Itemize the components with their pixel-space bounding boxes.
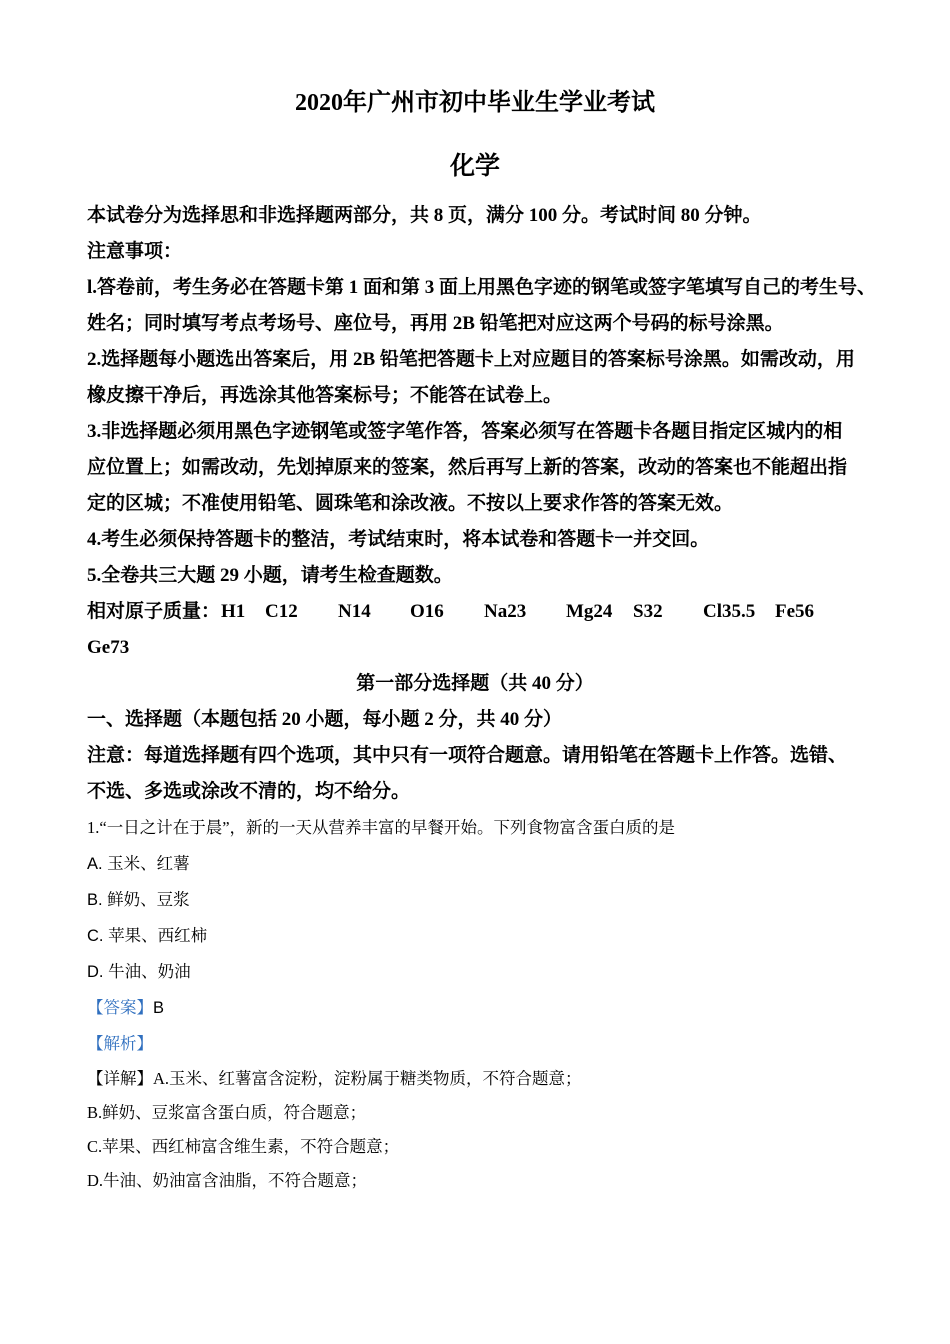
atomic-mass-item: N14 — [338, 601, 371, 622]
notice-item-3-line-3: 定的区城；不准使用铅笔、圆珠笔和涂改液。不按以上要求作答的答案无效。 — [87, 493, 734, 514]
subject-title: 化学 — [449, 153, 500, 180]
atomic-masses-label: 相对原子质量： — [87, 601, 221, 622]
atomic-mass-item: C12 — [265, 601, 298, 622]
atomic-mass-item: Mg24 — [566, 601, 613, 622]
atomic-mass-item-overflow: Ge73 — [87, 637, 130, 658]
question-stem: 1.“一日之计在于晨”，新的一天从营养丰富的早餐开始。下列食物富含蛋白质的是 — [87, 818, 676, 837]
explanation-label: 【详解】 — [87, 1069, 153, 1088]
answer-line — [87, 990, 937, 1026]
explanation-line: C.苹果、西红柿富含维生素，不符合题意； — [87, 1137, 400, 1156]
question-option-d: D. 牛油、奶油 — [87, 963, 191, 981]
section-note-line-1: 注意：每道选择题有四个选项，其中只有一项符合题意。请用铅笔在答题卡上作答。选错、 — [87, 745, 848, 766]
explanation-text: A.玉米、红薯富含淀粉，淀粉属于糖类物质，不符合题意； — [153, 1069, 582, 1088]
atomic-mass-item: O16 — [410, 601, 444, 622]
notice-item-3-line-1: 3.非选择题必须用黑色字迹钢笔或签字笔作答，答案必须写在答题卡各题目指定区城内的相 — [87, 421, 843, 442]
exam-intro: 本试卷分为选择思和非选择题两部分，共 8 页，满分 100 分。考试时间 80 分钟。 — [87, 205, 762, 226]
question-option-a: A. 玉米、红薯 — [87, 855, 190, 873]
section-note-line-2: 不选、多选或涂改不清的，均不给分。 — [87, 781, 411, 802]
section-title: 一、选择题（本题包括 20 小题，每小题 2 分，共 40 分） — [87, 709, 563, 730]
answer-label: 【答案】 — [87, 998, 153, 1017]
notice-item-1-line-1: l.答卷前，考生务必在答题卡第 1 面和第 3 面上用黑色字迹的钢笔或签字笔填写自己的考生号、 — [87, 277, 877, 298]
atomic-mass-item: Na23 — [484, 601, 527, 622]
part-one-heading: 第一部分选择题（共 40 分） — [356, 673, 594, 694]
notice-item-2-line-1: 2.选择题每小题选出答案后，用 2B 铅笔把答题卡上对应题目的答案标号涂黑。如需改动，用 — [87, 349, 855, 370]
atomic-mass-item: S32 — [633, 601, 663, 622]
notice-item-4: 4.考生必须保持答题卡的整洁，考试结束时，将本试卷和答题卡一并交回。 — [87, 529, 710, 550]
atomic-mass-item: Fe56 — [775, 601, 815, 622]
notice-item-5: 5.全卷共三大题 29 小题，请考生检查题数。 — [87, 565, 453, 586]
answer-value: B — [153, 999, 165, 1017]
notice-item-1-line-2: 姓名；同时填写考点考场号、座位号，再用 2B 铅笔把对应这两个号码的标号涂黑。 — [87, 313, 784, 334]
atomic-mass-item: H1 — [221, 601, 246, 622]
notice-item-3-line-2: 应位置上；如需改动，先划掉原来的签案，然后再写上新的答案，改动的答案也不能超出指 — [87, 457, 848, 478]
document-body — [87, 198, 937, 1198]
atomic-masses-line — [87, 594, 937, 630]
question-option-b: B. 鲜奶、豆浆 — [87, 891, 190, 909]
question-option-c: C. 苹果、西红柿 — [87, 927, 208, 945]
notice-heading: 注意事项： — [87, 241, 183, 262]
analysis-label: 【解析】 — [87, 1034, 153, 1053]
analysis-line — [87, 1026, 937, 1062]
explanation-block — [87, 1062, 937, 1198]
explanation-line: D.牛油、奶油富含油脂，不符合题意； — [87, 1171, 368, 1190]
atomic-mass-item: Cl35.5 — [703, 601, 756, 622]
notice-item-2-line-2: 橡皮擦干净后，再选涂其他答案标号；不能答在试卷上。 — [87, 385, 563, 406]
explanation-line — [87, 1062, 937, 1096]
explanation-line: B.鲜奶、豆浆富含蛋白质，符合题意； — [87, 1103, 367, 1122]
exam-title: 2020年广州市初中毕业生学业考试 — [295, 90, 655, 116]
